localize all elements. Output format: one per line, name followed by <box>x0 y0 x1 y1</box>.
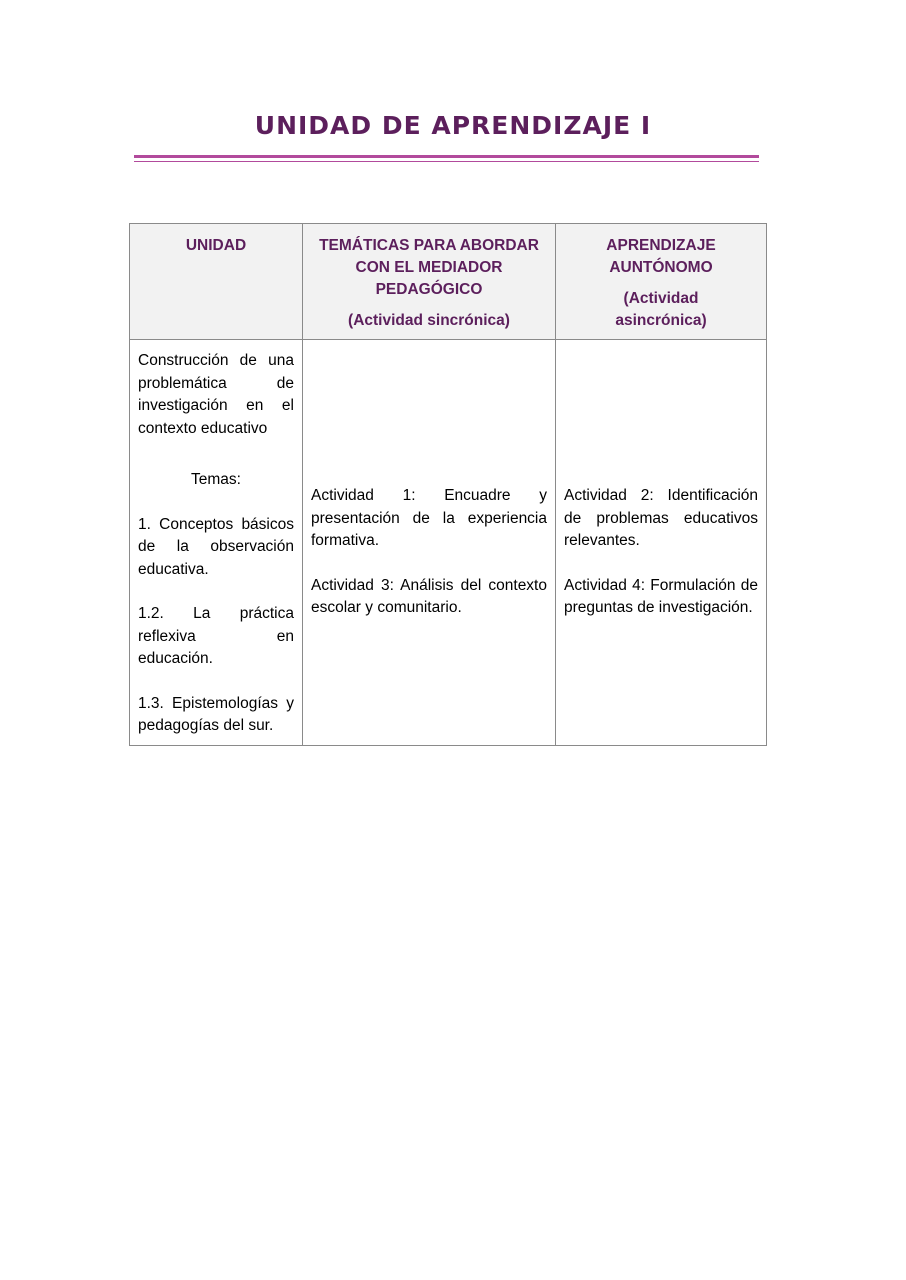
header-tematicas-sub: (Actividad sincrónica) <box>348 312 510 329</box>
temas-label: Temas: <box>191 471 241 488</box>
topic-item: 1.2. La práctica reflexiva en educación. <box>138 605 294 667</box>
title-rule-thin <box>134 161 759 162</box>
header-unidad <box>130 224 303 340</box>
unidad-cell <box>130 340 303 746</box>
header-aprendizaje <box>556 224 767 340</box>
header-aprendizaje-sub: (Actividad asincrónica) <box>615 290 707 329</box>
table-header-row <box>130 224 767 340</box>
title-rule <box>134 155 759 158</box>
header-tematicas <box>303 224 556 340</box>
activity-item: Actividad 3: Análisis del contexto escolar y comunitario. <box>311 576 547 616</box>
activity-item: Actividad 2: Identificación de problemas educativos relevantes. <box>564 487 758 549</box>
activity-item: Actividad 4: Formulación de preguntas de investigación. <box>564 576 758 616</box>
table-row <box>130 340 767 746</box>
page-title: UNIDAD DE APRENDIZAJE I <box>254 111 652 140</box>
asincronica-cell <box>556 340 767 746</box>
header-aprendizaje-label: APRENDIZAJE AUNTÓNOMO <box>606 237 716 276</box>
learning-unit-table <box>129 223 767 746</box>
header-unidad-label: UNIDAD <box>185 237 247 254</box>
unit-name: Construcción de una problemática de investigación en el contexto educativo <box>138 352 294 437</box>
sincronica-cell <box>303 340 556 746</box>
topic-item: 1. Conceptos básicos de la observación educativa. <box>138 515 294 578</box>
topic-item: 1.3. Epistemologías y pedagogías del sur. <box>138 694 294 734</box>
header-tematicas-label: TEMÁTICAS PARA ABORDAR CON EL MEDIADOR PEDAGÓGICO <box>319 237 539 298</box>
activity-item: Actividad 1: Encuadre y presentación de la experiencia formativa. <box>311 487 547 549</box>
